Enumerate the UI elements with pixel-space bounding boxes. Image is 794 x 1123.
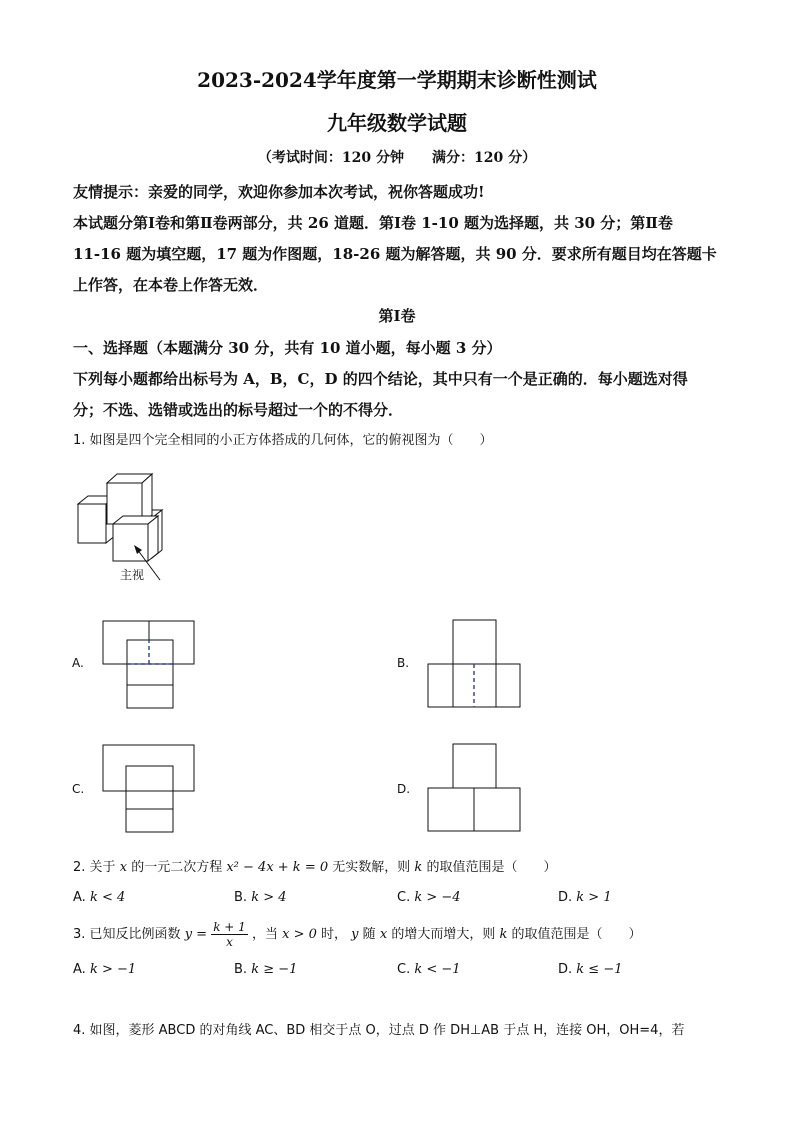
q1-option-b-label[interactable]: B.: [397, 656, 410, 670]
q2-option-a-label: A.: [73, 890, 86, 905]
notice-line-1: 友情提示：亲爱的同学，欢迎你参加本次考试，祝你答题成功!: [73, 183, 485, 201]
q3-text-c: 时，: [321, 927, 348, 942]
section-heading: 一、选择题（本题满分 30 分，共有 10 道小题，每小题 3 分）: [73, 339, 502, 357]
q3-option-d[interactable]: [558, 962, 623, 977]
q1-figure-caption: 主视: [120, 568, 145, 582]
exam-title: 2023-2024学年度第一学期期末诊断性测试: [197, 68, 597, 92]
q3-fraction: [211, 920, 248, 949]
q2-option-c[interactable]: [397, 890, 461, 905]
notice-line-2: 本试题分第Ⅰ卷和第Ⅱ卷两部分，共 26 道题．第Ⅰ卷 1-10 题为选择题，共 30 分；第Ⅱ卷: [73, 214, 673, 232]
q3-option-c-label: C.: [397, 962, 411, 977]
exam-subtitle: 九年级数学试题: [327, 111, 467, 135]
q3-option-a-value: k > −1: [89, 962, 137, 977]
q2-option-c-value: k > −4: [414, 890, 461, 905]
notice-line-3: 11-16 题为填空题，17 题为作图题，18-26 题为解答题，共 90 分．要求所有题目均在答题卡: [73, 245, 717, 263]
q2-option-b-label: B.: [234, 890, 248, 905]
q2-text-d: 的取值范围是（ ）: [426, 860, 557, 875]
q3-var-x: x: [379, 927, 388, 942]
q2-number: 2.: [73, 860, 86, 875]
q2-option-b-value: k > 4: [251, 890, 287, 905]
q1-option-b-figure[interactable]: [425, 618, 523, 710]
section-instruction-2: 分；不选、选错或选出的标号超过一个的不得分．: [73, 401, 404, 419]
q2-var-x: x: [119, 860, 128, 875]
q1-option-d-label[interactable]: D.: [397, 782, 411, 796]
q2-stem: [73, 858, 556, 878]
q3-option-a-label: A.: [73, 962, 86, 977]
q3-option-d-value: k ≤ −1: [576, 962, 623, 977]
q3-fraction-numerator: k + 1: [213, 920, 246, 934]
q2-equation: x² − 4x + k = 0: [226, 860, 329, 875]
q2-option-a[interactable]: [73, 890, 125, 905]
q4-stem: 4. 如图，菱形 ABCD 的对角线 AC、BD 相交于点 O，过点 D 作 DH⊥AB 于点 H，连接 OH，OH=4，若: [73, 1023, 685, 1038]
q2-text-c: 无实数解，则: [332, 860, 411, 875]
q1-stem: 1. 如图是四个完全相同的小正方体搭成的几何体，它的俯视图为（ ）: [73, 433, 493, 448]
volume-heading: 第Ⅰ卷: [378, 307, 416, 325]
q3-func-lhs: y =: [184, 927, 208, 942]
q2-option-d-label: D.: [558, 890, 573, 905]
notice-line-4: 上作答，在本卷上作答无效．: [73, 276, 269, 294]
q3-option-a[interactable]: [73, 962, 136, 977]
q3-option-b[interactable]: [234, 962, 297, 977]
q1-option-d-figure[interactable]: [425, 742, 523, 834]
q2-text-b: 的一元二次方程: [131, 860, 223, 875]
q3-text-d: 随: [362, 927, 376, 942]
section-instruction-1: 下列每小题都给出标号为 A，B，C，D 的四个结论，其中只有一个是正确的．每小题选对得: [73, 370, 688, 388]
q3-var-k: k: [499, 927, 508, 942]
q3-stem: [73, 918, 642, 952]
q1-option-c-label[interactable]: C.: [72, 782, 85, 796]
exam-info: （考试时间：120 分钟 满分：120 分）: [257, 150, 537, 166]
q3-option-b-value: k ≥ −1: [251, 962, 298, 977]
q3-text-b: ，当: [251, 927, 278, 942]
q1-option-a-figure[interactable]: [100, 619, 198, 711]
q2-text-a: 关于: [89, 860, 116, 875]
q3-var-y: y: [351, 927, 359, 942]
q3-option-b-label: B.: [234, 962, 248, 977]
q1-option-c-figure[interactable]: [100, 743, 198, 835]
q2-option-d-value: k > 1: [576, 890, 612, 905]
q2-var-k: k: [414, 860, 423, 875]
q2-option-a-value: k < 4: [89, 890, 126, 905]
q2-option-c-label: C.: [397, 890, 411, 905]
q2-option-d[interactable]: [558, 890, 612, 905]
q3-text-f: 的取值范围是（ ）: [511, 927, 642, 942]
q2-option-b[interactable]: [234, 890, 287, 905]
q3-text-e: 的增大而增大，则: [391, 927, 496, 942]
q3-fraction-denominator: x: [226, 935, 233, 949]
q3-option-d-label: D.: [558, 962, 573, 977]
q3-condition: x > 0: [282, 927, 317, 942]
q1-option-a-label[interactable]: A.: [72, 656, 84, 670]
q3-option-c[interactable]: [397, 962, 461, 977]
q3-number: 3.: [73, 927, 86, 942]
q3-text-a: 已知反比例函数: [89, 927, 181, 942]
q3-option-c-value: k < −1: [414, 962, 461, 977]
